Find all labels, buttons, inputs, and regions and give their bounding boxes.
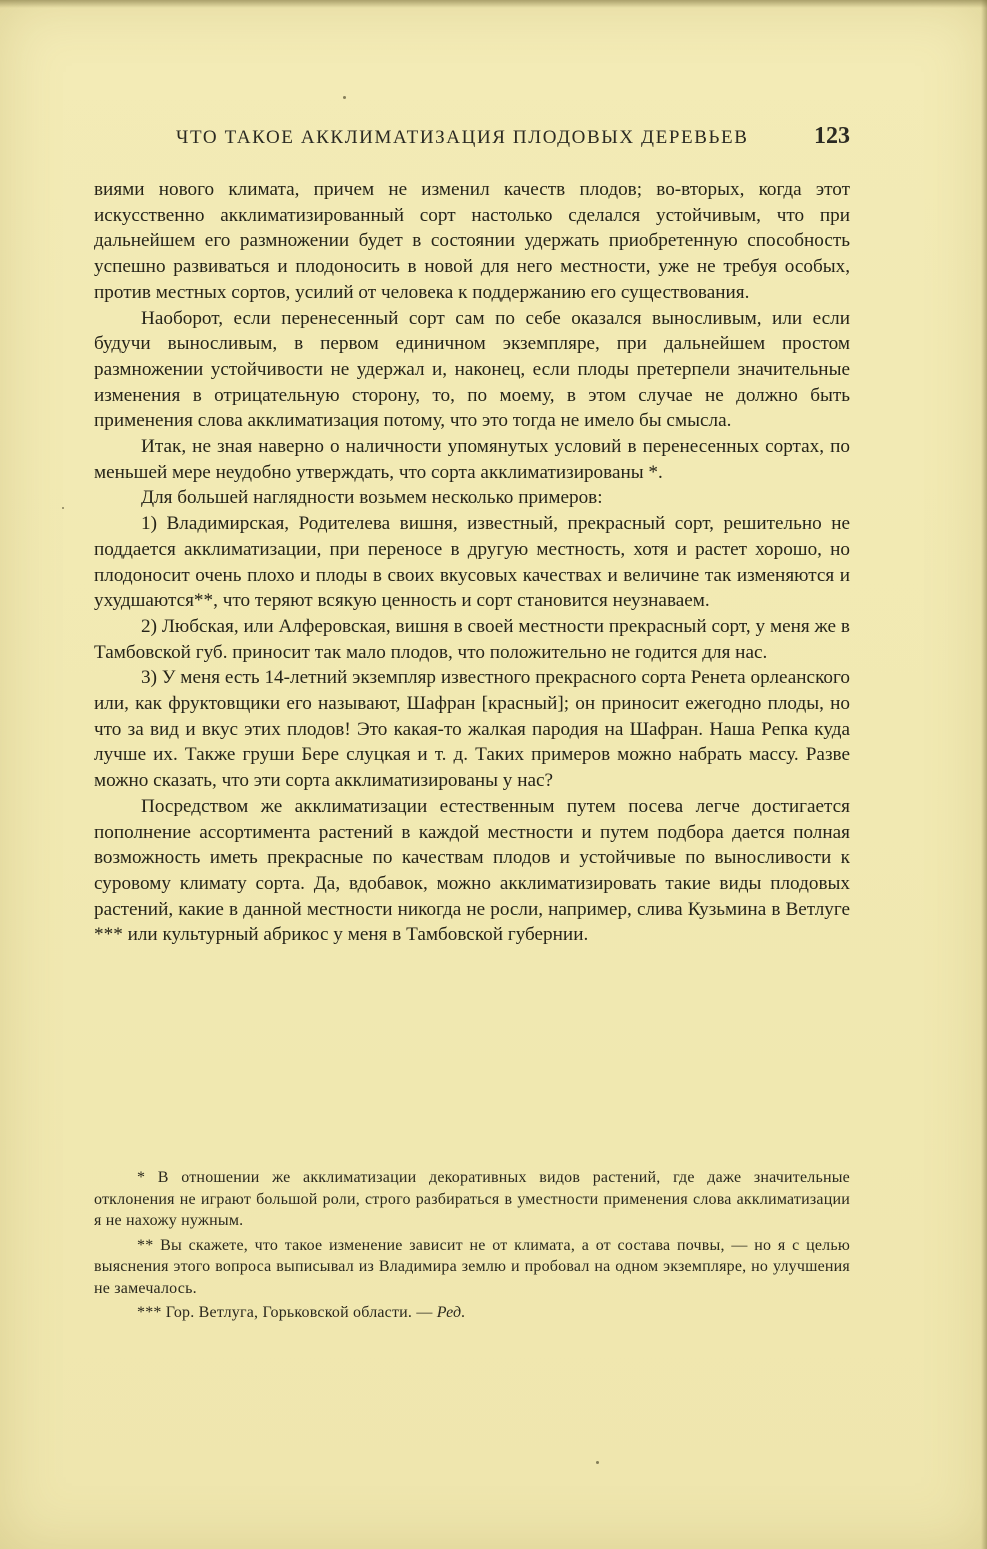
paragraph: Посредством же акклиматизации естественным путем посева легче достигается пополнение ассортимента растений в каждой местности и путем подбора дается полная возможность иметь прекрасные по качествам плодов и устойчивые по выносливости к суровому климату сорта. Да, вдобавок, можно акклиматизировать такие виды плодовых растений, какие в данной местности никогда не росли, например, слива Кузьмина в Ветлуге *** или культурный абрикос у меня в Тамбовской губернии. — [94, 795, 850, 946]
editor-note: Ред. — [436, 1304, 466, 1321]
paragraph: Итак, не зная наверно о наличности упомянутых условий в перенесенных сортах, по меньшей мере неудобно утверждать, что сорта акклиматизированы *. — [94, 436, 850, 483]
footnote-3-text: *** Гор. Ветлуга, Горьковской области. — — [137, 1304, 437, 1321]
page-top-edge — [0, 0, 987, 8]
page-header — [94, 123, 850, 159]
example-item-1: 1) Владимирская, Родителева вишня, известный, прекрасный сорт, решительно не поддается акклиматизации, при переносе в другую местность, хотя и растет хорошо, но плодоносит очень плохо и плоды в своих вкусовых качествах и величине так изменяются и ухудшаются**, что теряют всякую ценность и сорт становится неузнаваем. — [94, 513, 850, 612]
example-item-3: 3) У меня есть 14-летний экземпляр известного прекрасного сорта Ренета орлеанского или, как фруктовщики его называют, Шафран [красный]; он приносит ежегодно плоды, но что за вид и вкус этих плодов! Это какая-то жалкая пародия на Шафран. Наша Репка куда лучше их. Также груши Бере слуцкая и т. д. Таких примеров можно набрать массу. Разве можно сказать, что эти сорта акклиматизированы у нас? — [94, 667, 850, 792]
paragraph: Для большей наглядности возьмем несколько примеров: — [141, 487, 603, 509]
paper-speck — [596, 1461, 599, 1464]
example-item-2: 2) Любская, или Алферовская, вишня в своей местности прекрасный сорт, у меня же в Тамбовской губ. приносит так мало плодов, что положительно не годится для нас. — [94, 615, 850, 663]
footnote-2: ** Вы скажете, что такое изменение зависит не от климата, а от состава почвы, — но я с целью выяснения этого вопроса выписывал из Владимира землю и пробовал на одном экземпляре, но улучшения не замечалось. — [94, 1236, 850, 1297]
running-head: ЧТО ТАКОЕ АККЛИМАТИЗАЦИЯ ПЛОДОВЫХ ДЕРЕВЬЕВ — [176, 127, 749, 148]
paragraph-continuation: виями нового климата, причем не изменил качеств плодов; во-вторых, когда этот искусственно акклиматизированный сорт настолько сделался устойчивым, что при дальнейшем его размножении будет в состоянии удержать приобретенную способность успешно развиваться и плодоносить в новой для него местности, уже не требуя особых, против местных сортов, усилий от человека к поддержанию его существования. — [94, 179, 850, 303]
paper-speck — [62, 507, 64, 509]
footnote-1: * В отношении же акклиматизации декоративных видов растений, где даже значительные отклонения не играют большой роли, строго разбираться в уместности применения слова акклиматизации я не нахожу нужным. — [94, 1169, 850, 1229]
paper-speck — [343, 96, 346, 99]
page-right-edge — [981, 0, 987, 1549]
footnote-3 — [94, 1302, 850, 1324]
footnotes — [94, 1167, 850, 1327]
main-text — [94, 177, 850, 948]
paragraph: Наоборот, если перенесенный сорт сам по себе оказался выносливым, или если будучи выносливым, в первом единичном экземпляре, при дальнейшем простом размножении устойчивости не удержал и, наконец, если плоды претерпели значительные изменения в отрицательную сторону, то, по моему, в этом случае не должно быть применения слова акклиматизация потому, что это тогда не имело бы смысла. — [94, 307, 850, 432]
page-number: 123 — [814, 123, 850, 149]
